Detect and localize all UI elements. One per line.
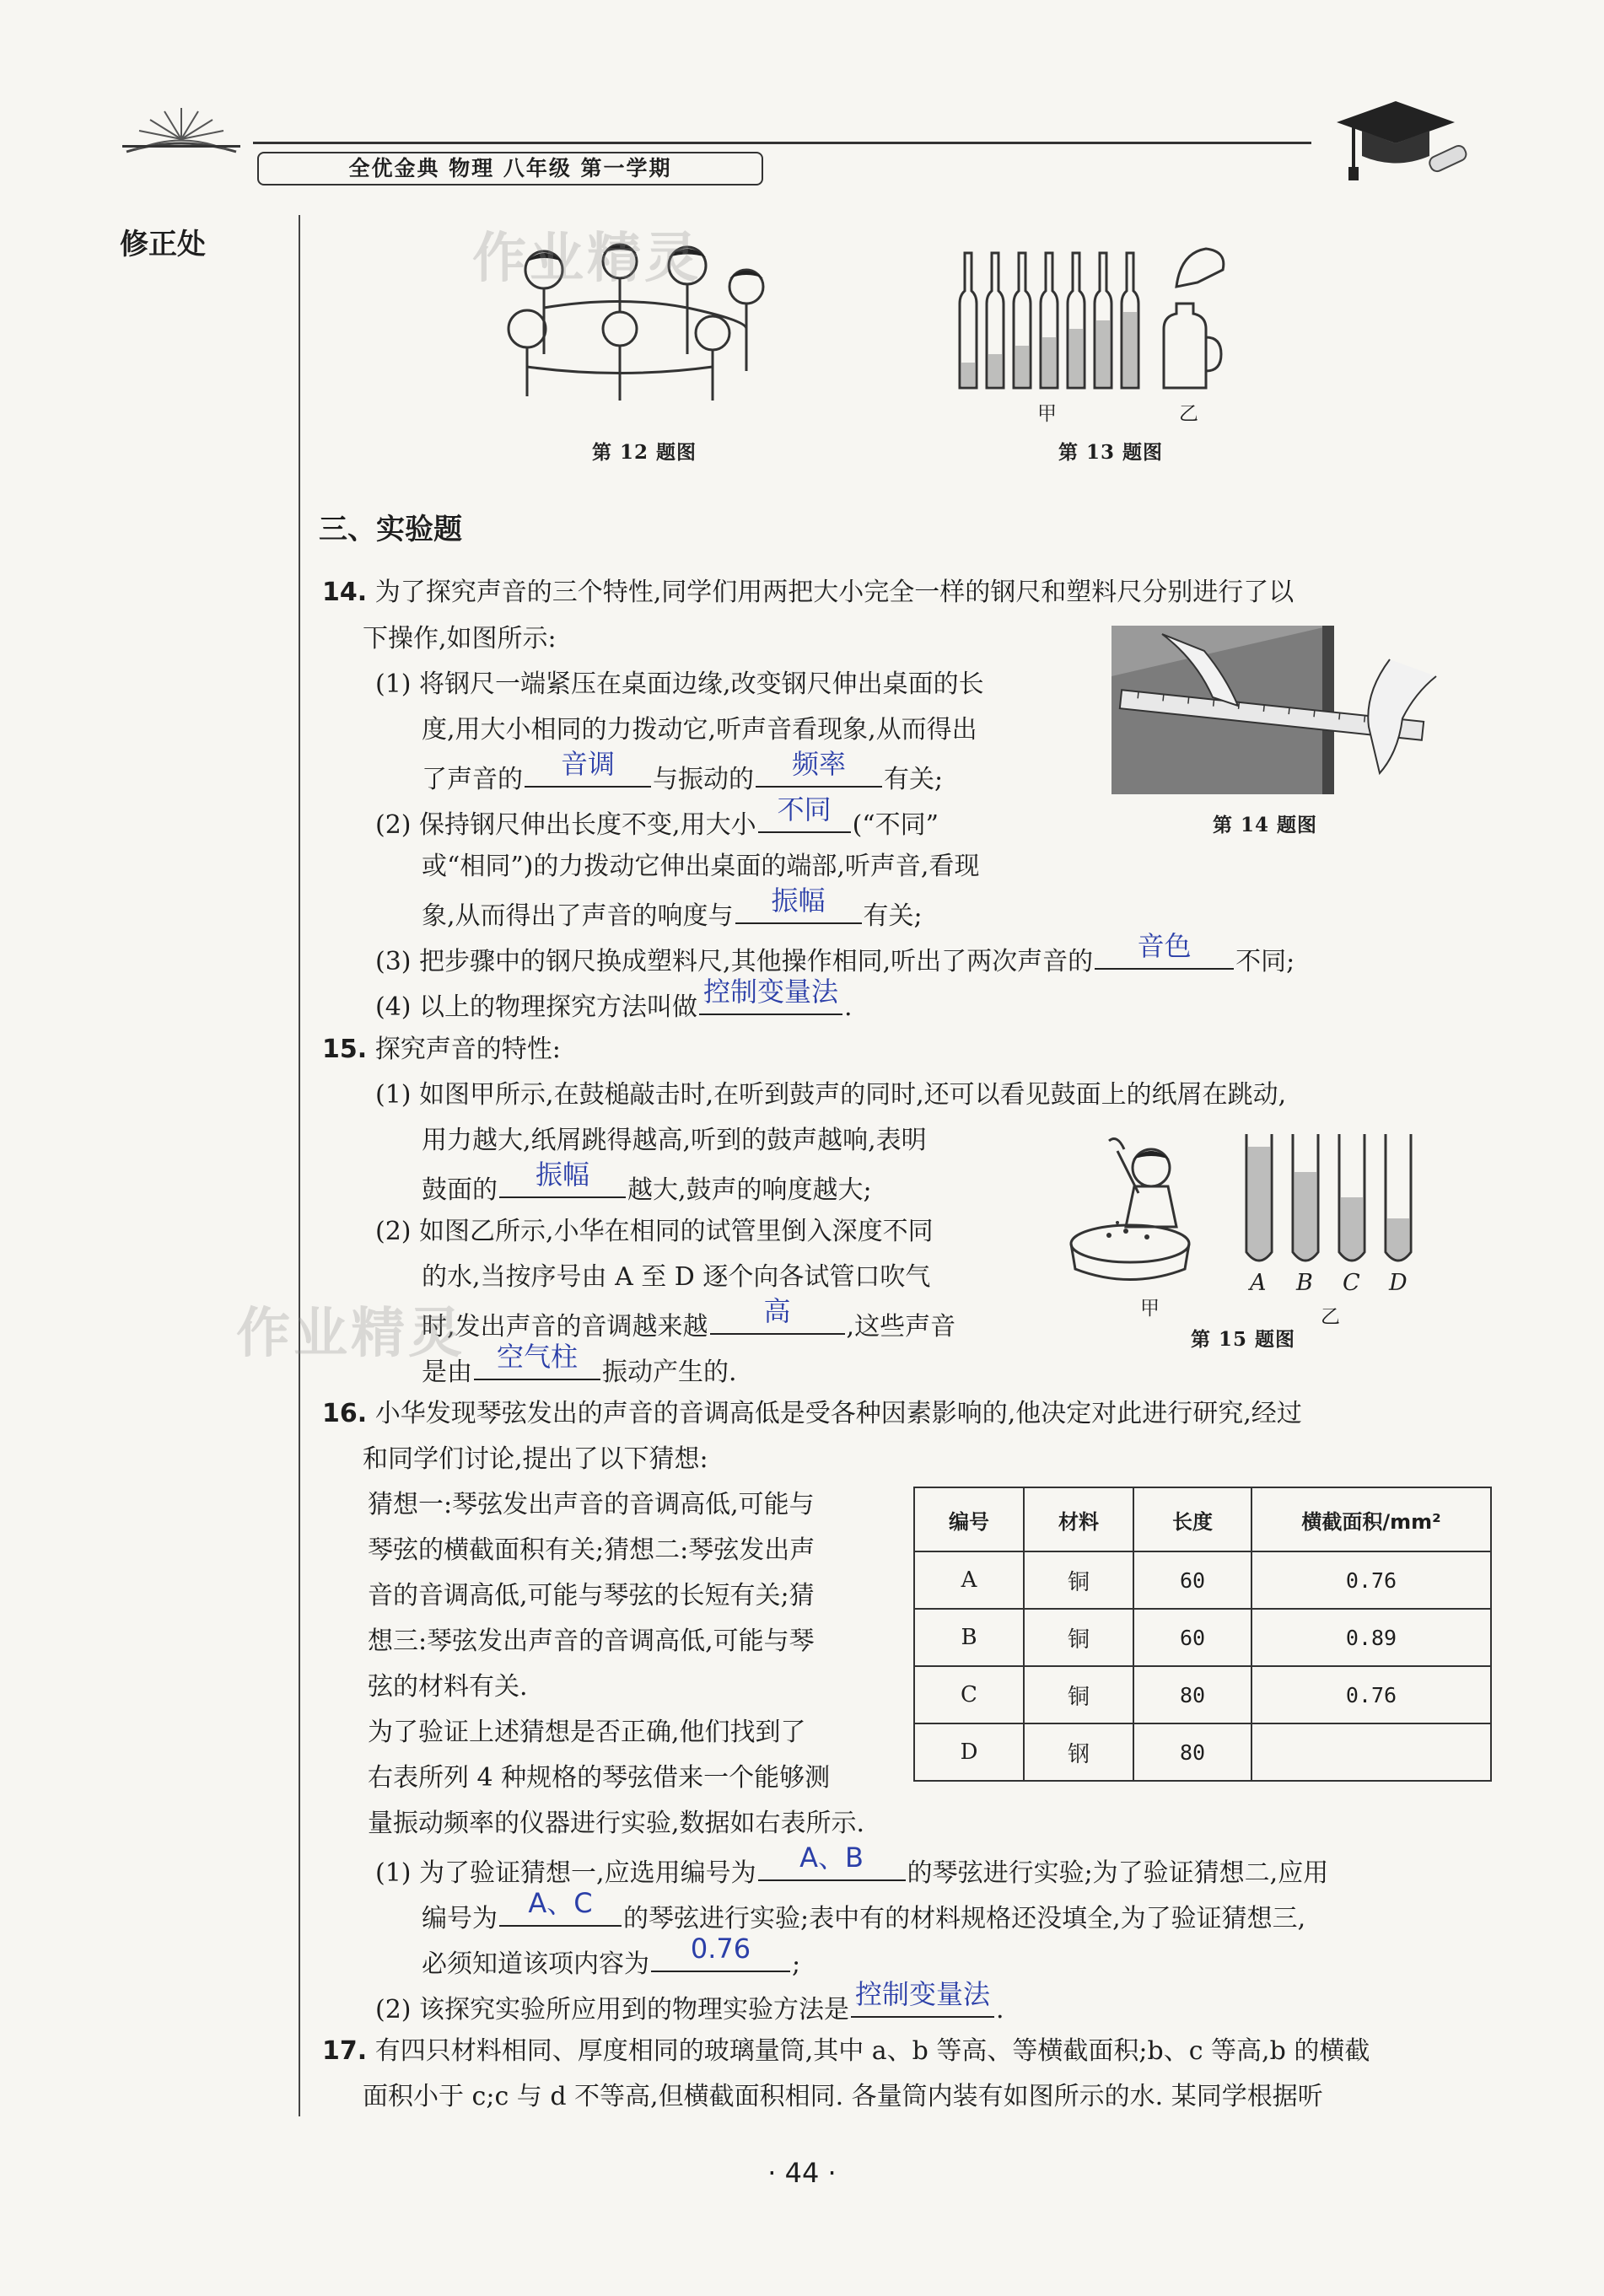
- table-row: [914, 1551, 1491, 1609]
- side-label-correction: 修正处: [120, 228, 206, 261]
- q16-stem-line1: 16. 小华发现琴弦发出的声音的音调高低是受各种因素影响的,他决定对此进行研究,经过: [322, 1399, 1302, 1428]
- col-header-id: 编号: [914, 1487, 1024, 1551]
- q14-answer-blank-1: 音调: [525, 759, 651, 788]
- figure-15-drum-illustration: [1067, 1126, 1210, 1286]
- figure-15-left-label: 甲: [1140, 1298, 1160, 1320]
- tube-label-c: C: [1343, 1270, 1360, 1296]
- table-cell: A: [914, 1551, 1024, 1609]
- q15-part1-line2: 用力越大,纸屑跳得越高,听到的鼓声越响,表明: [422, 1126, 927, 1155]
- q14-stem-line2: 下操作,如图所示:: [363, 624, 557, 653]
- graduation-cap-icon: [1328, 93, 1472, 186]
- q16-guess-line: 量振动频率的仪器进行实验,数据如右表所示.: [368, 1809, 865, 1838]
- figure-13-caption: 第 13 题图: [1058, 441, 1164, 464]
- q16-guess-line: 琴弦的横截面积有关;猜想二:琴弦发出声: [368, 1535, 815, 1565]
- watermark-top: 作业精灵: [472, 228, 702, 290]
- q14-part2-line3: 象,从而得出了声音的响度与 振幅 有关;: [422, 885, 923, 931]
- q16-guess-line: 猜想一:琴弦发出声音的音调高低,可能与: [368, 1490, 815, 1519]
- q14-part1-line2: 度,用大小相同的力拨动它,听声音看现象,从而得出: [422, 715, 977, 745]
- q16-part1-line1: (1) 为了验证猜想一,应选用编号为 A、B 的琴弦进行实验;为了验证猜想二,应用: [375, 1842, 1329, 1888]
- col-header-area: 横截面积/mm²: [1251, 1487, 1491, 1551]
- figure-14-caption: 第 14 题图: [1213, 814, 1318, 836]
- q16-answer-blank-3: 0.76: [651, 1944, 790, 1972]
- table-cell: B: [914, 1609, 1024, 1666]
- figure-15-right-label: 乙: [1321, 1306, 1341, 1328]
- q15-part1-line1: (1) 如图甲所示,在鼓槌敲击时,在听到鼓声的同时,还可以看见鼓面上的纸屑在跳动,: [375, 1080, 1287, 1110]
- table-cell: 60: [1133, 1609, 1251, 1666]
- figure-12-caption: 第 12 题图: [592, 441, 697, 464]
- q16-answer-blank-1: A、B: [758, 1852, 906, 1881]
- q17-line1: 17. 有四只材料相同、厚度相同的玻璃量筒,其中 a、b 等高、等横截面积;b、c 等高,b 的横截: [322, 2036, 1370, 2066]
- figure-13-right-label: 乙: [1179, 403, 1199, 425]
- table-cell: 0.76: [1251, 1551, 1491, 1609]
- q16-guess-line: 弦的材料有关.: [368, 1672, 528, 1702]
- table-cell: 铜: [1024, 1666, 1133, 1723]
- q14-answer-blank-6: 控制变量法: [699, 987, 842, 1015]
- q14-part4: (4) 以上的物理探究方法叫做 控制变量法 .: [375, 976, 853, 1022]
- table-cell: 60: [1133, 1551, 1251, 1609]
- q15-stem: 15. 探究声音的特性:: [322, 1035, 561, 1064]
- q15-part2-line2: 的水,当按序号由 A 至 D 逐个向各试管口吹气: [422, 1262, 931, 1292]
- q16-guess-line: 右表所列 4 种规格的琴弦借来一个能够测: [368, 1763, 831, 1793]
- q16-guess-line: 音的音调高低,可能与琴弦的长短有关;猜: [368, 1581, 815, 1610]
- table-cell: 钢: [1024, 1723, 1133, 1781]
- string-spec-table: [913, 1487, 1492, 1782]
- q15-part2-line4: 是由 空气柱 振动产生的.: [422, 1341, 737, 1387]
- table-cell: 80: [1133, 1666, 1251, 1723]
- q15-answer-blank-1: 振幅: [499, 1170, 626, 1198]
- q17-line2: 面积小于 c;c 与 d 不等高,但横截面积相同. 各量筒内装有如图所示的水. 某同学根据听: [363, 2082, 1323, 2111]
- q14-part1-line1: (1) 将钢尺一端紧压在桌面边缘,改变钢尺伸出桌面的长: [375, 669, 984, 699]
- q14-part3: (3) 把步骤中的钢尺换成塑料尺,其他操作相同,听出了两次声音的 音色 不同;: [375, 930, 1295, 976]
- q16-guess-line: 为了验证上述猜想是否正确,他们找到了: [368, 1718, 806, 1747]
- q14-answer-blank-3: 不同: [758, 804, 851, 833]
- table-cell: C: [914, 1666, 1024, 1723]
- tube-label-b: B: [1296, 1270, 1313, 1296]
- table-row: [914, 1609, 1491, 1666]
- table-cell: D: [914, 1723, 1024, 1781]
- q14-part1-line3: 了声音的 音调 与振动的 频率 有关;: [422, 748, 944, 794]
- q16-guess-line: 想三:琴弦发出声音的音调高低,可能与琴: [368, 1627, 815, 1656]
- figure-15-test-tubes-illustration: [1240, 1130, 1425, 1273]
- watermark-middle: 作业精灵: [236, 1303, 466, 1365]
- q16-part1-line2: 编号为 A、C 的琴弦进行实验;表中有的材料规格还没填全,为了验证猜想三,: [422, 1887, 1306, 1933]
- q16-answer-blank-4: 控制变量法: [851, 1989, 994, 2018]
- col-header-length: 长度: [1133, 1487, 1251, 1551]
- section-title: 三、实验题: [319, 513, 462, 546]
- q16-stem-line2: 和同学们讨论,提出了以下猜想:: [363, 1444, 708, 1474]
- table-row: [914, 1666, 1491, 1723]
- figure-13-bottles-illustration: [953, 236, 1231, 405]
- table-cell: 80: [1133, 1723, 1251, 1781]
- margin-divider: [299, 215, 300, 2116]
- header-title: 全优金典 物理 八年级 第一学期: [257, 152, 763, 186]
- book-logo-icon: [118, 101, 245, 160]
- tube-label-d: D: [1389, 1270, 1408, 1296]
- q16-part2: (2) 该探究实验所应用到的物理实验方法是 控制变量法 .: [375, 1978, 1004, 2024]
- col-header-material: 材料: [1024, 1487, 1133, 1551]
- figure-13-left-label: 甲: [1037, 403, 1058, 425]
- table-cell: 0.76: [1251, 1666, 1491, 1723]
- q14-part2-line2: 或“相同”)的力拨动它伸出桌面的端部,听声音,看现: [422, 852, 980, 881]
- table-cell: 铜: [1024, 1609, 1133, 1666]
- table-cell: [1251, 1723, 1491, 1781]
- q16-answer-blank-2: A、C: [499, 1898, 622, 1927]
- table-cell: 铜: [1024, 1551, 1133, 1609]
- table-row: [914, 1723, 1491, 1781]
- q14-answer-blank-5: 音色: [1095, 941, 1234, 970]
- q15-part2-line1: (2) 如图乙所示,小华在相同的试管里倒入深度不同: [375, 1217, 934, 1246]
- q15-part2-line3: 时,发出声音的音调越来越 高 ,这些声音: [422, 1295, 956, 1342]
- q14-part2-line1: (2) 保持钢尺伸出长度不变,用大小 不同 (“不同”: [375, 793, 939, 840]
- table-cell: 0.89: [1251, 1609, 1491, 1666]
- table-header-row: [914, 1487, 1491, 1551]
- tube-label-a: A: [1250, 1270, 1267, 1296]
- q14-answer-blank-2: 频率: [756, 759, 882, 788]
- q15-part1-line3: 鼓面的 振幅 越大,鼓声的响度越大;: [422, 1159, 872, 1205]
- q14-stem-line1: 14. 为了探究声音的三个特性,同学们用两把大小完全一样的钢尺和塑料尺分别进行了以: [322, 578, 1295, 607]
- q14-answer-blank-4: 振幅: [735, 895, 862, 924]
- q15-answer-blank-3: 空气柱: [474, 1352, 600, 1380]
- figure-14-ruler-on-desk-illustration: [1111, 626, 1440, 794]
- q15-answer-blank-2: 高: [710, 1306, 845, 1335]
- q16-part1-line3: 必须知道该项内容为 0.76 ;: [422, 1933, 801, 1979]
- figure-15-caption: 第 15 题图: [1191, 1328, 1296, 1351]
- page-number: · 44 ·: [767, 2157, 837, 2189]
